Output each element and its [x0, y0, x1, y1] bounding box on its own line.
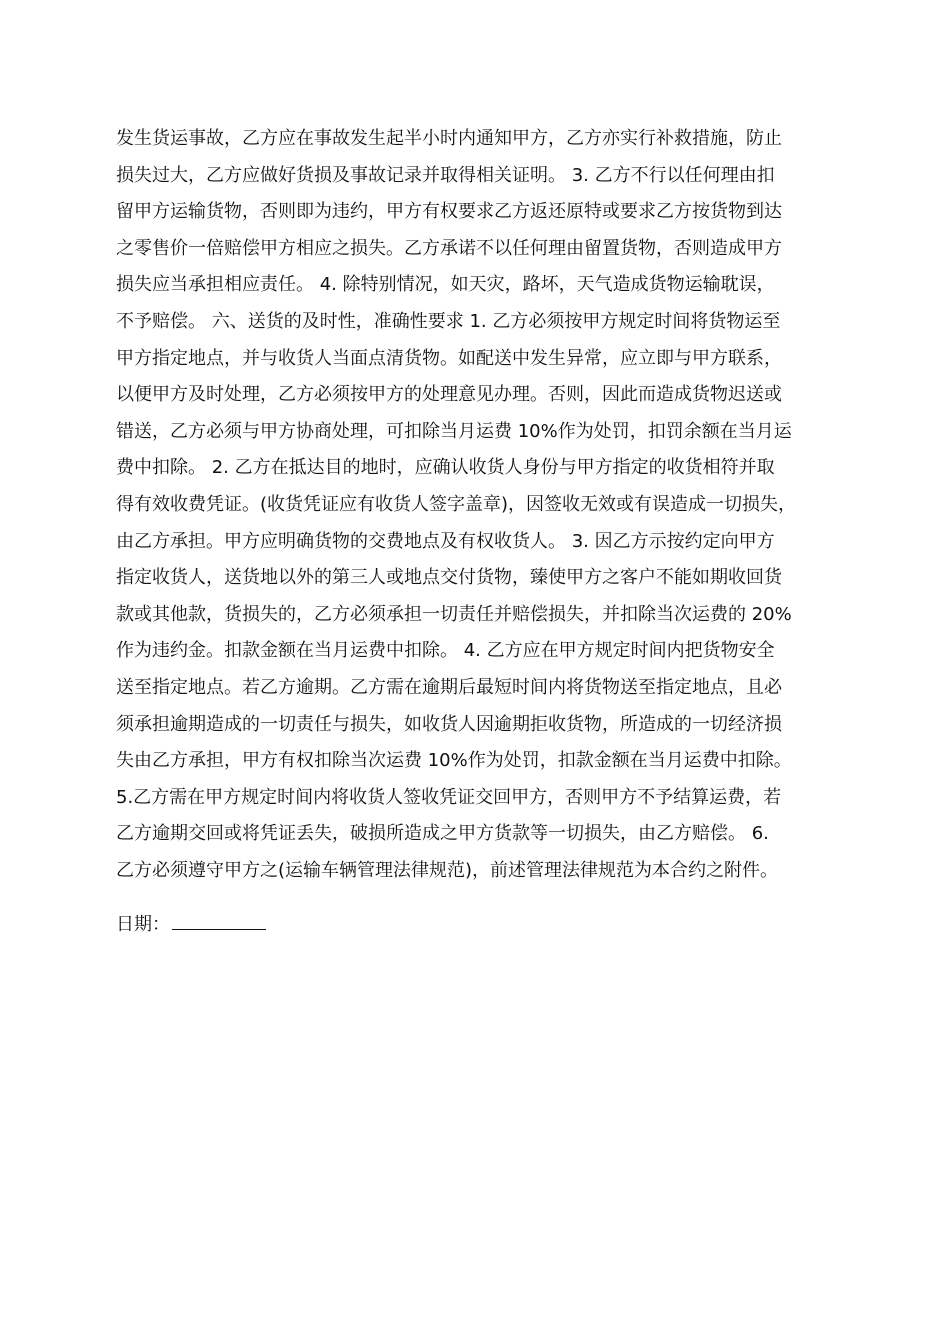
text-line: 5.乙方需在甲方规定时间内将收货人签收凭证交回甲方，否则甲方不予结算运费，若 — [116, 786, 782, 808]
text-line: 损失过大，乙方应做好货损及事故记录并取得相关证明。 3. 乙方不行以任何理由扣 — [116, 164, 775, 186]
text-line: 作为违约金。扣款金额在当月运费中扣除。 4. 乙方应在甲方规定时间内把货物安全 — [116, 640, 775, 662]
text-line: 甲方指定地点，并与收货人当面点清货物。如配送中发生异常，应立即与甲方联系， — [116, 347, 782, 369]
text-line: 须承担逾期造成的一切责任与损失，如收货人因逾期拒收货物，所造成的一切经济损 — [116, 713, 782, 735]
text-line: 乙方必须遵守甲方之(运输车辆管理法律规范)，前述管理法律规范为本合约之附件。 — [116, 859, 779, 881]
text-line: 损失应当承担相应责任。 4. 除特别情况，如天灾，路坏，天气造成货物运输耽误， — [116, 274, 775, 296]
text-line: 不予赔偿。 六、送货的及时性，准确性要求 1. 乙方必须按甲方规定时间将货物运至 — [116, 310, 781, 332]
text-line: 错送，乙方必须与甲方协商处理，可扣除当月运费 10%作为处罚，扣罚余额在当月运 — [116, 420, 792, 442]
text-line: 得有效收费凭证。(收货凭证应有收货人签字盖章)，因签收无效或有误造成一切损失， — [116, 493, 797, 515]
text-line: 发生货运事故，乙方应在事故发生起半小时内通知甲方，乙方亦实行补救措施，防止 — [116, 128, 782, 149]
text-line: 指定收货人，送货地以外的第三人或地点交付货物，臻使甲方之客户不能如期收回货 — [116, 567, 782, 589]
text-line: 留甲方运输货物，否则即为违约，甲方有权要求乙方返还原特或要求乙方按货物到达 — [116, 201, 782, 223]
text-line: 款或其他款，货损失的，乙方必须承担一切责任并赔偿损失，并扣除当次运费的 20% — [116, 603, 792, 625]
contract-body-text — [116, 121, 846, 889]
text-line: 失由乙方承担，甲方有权扣除当次运费 10%作为处罚，扣款金额在当月运费中扣除。 — [116, 750, 792, 772]
text-line: 以便甲方及时处理，乙方必须按甲方的处理意见办理。否则，因此而造成货物迟送或 — [116, 384, 782, 406]
text-line: 由乙方承担。甲方应明确货物的交费地点及有权收货人。 3. 因乙方示按约定向甲方 — [116, 530, 775, 552]
text-line: 送至指定地点。若乙方逾期。乙方需在逾期后最短时间内将货物送至指定地点，且必 — [116, 676, 782, 698]
text-line: 之零售价一倍赔偿甲方相应之损失。乙方承诺不以任何理由留置货物，否则造成甲方 — [116, 237, 782, 259]
text-line: 乙方逾期交回或将凭证丢失，破损所造成之甲方货款等一切损失，由乙方赔偿。 6. — [116, 823, 769, 845]
text-line: 费中扣除。 2. 乙方在抵达目的地时，应确认收货人身份与甲方指定的收货相符并取 — [116, 457, 775, 479]
date-line — [116, 909, 266, 940]
date-blank-line — [172, 909, 266, 930]
date-label: 日期： — [116, 914, 170, 935]
